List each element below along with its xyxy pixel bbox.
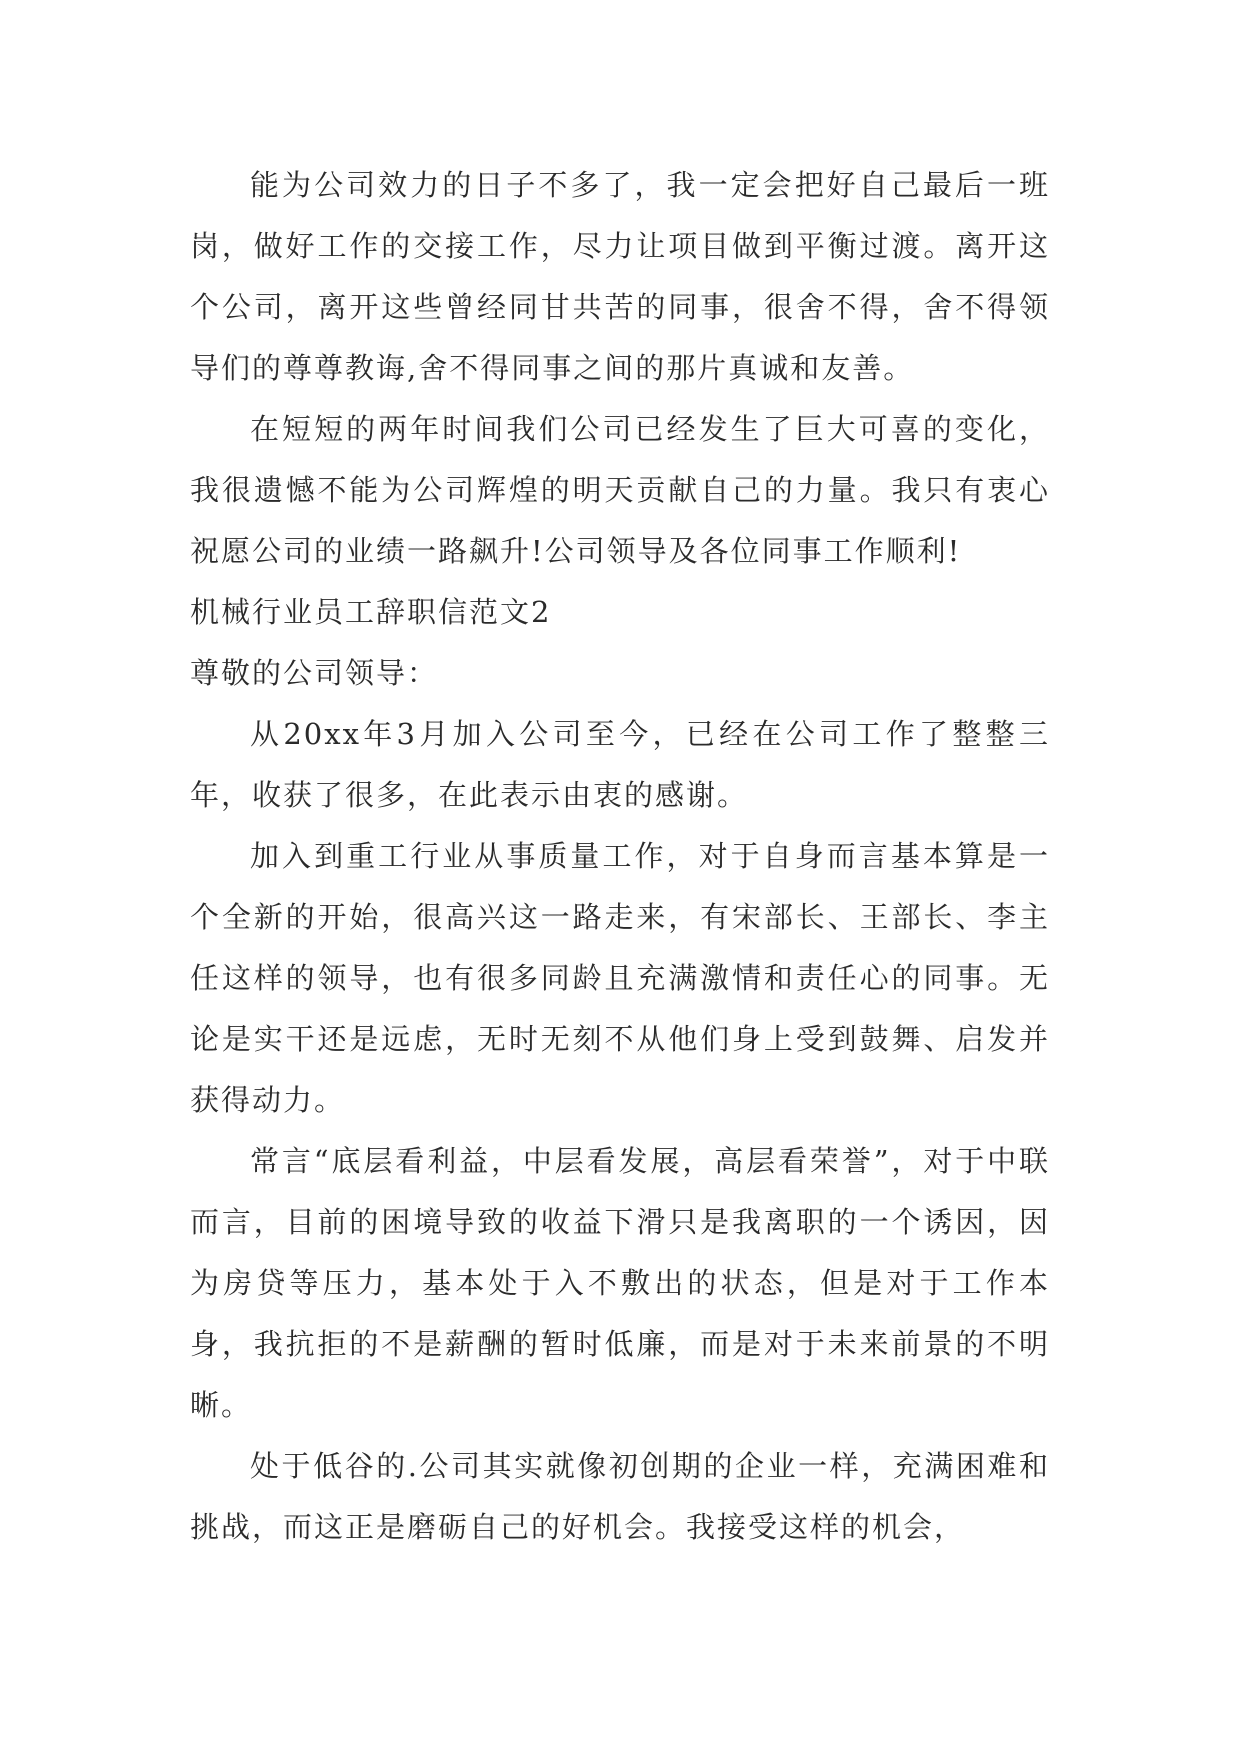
paragraph-5: 常言“底层看利益，中层看发展，高层看荣誉”，对于中联而言，目前的困境导致的收益下滑只是我离职的一个诱因，因为房贷等压力，基本处于入不敷出的状态，但是对于工作本身，我抗拒的不是薪酬的暂时低廉，而是对于未来前景的不明晰。	[190, 1144, 1050, 1422]
paragraph-3: 从20xx年3月加入公司至今，已经在公司工作了整整三年，收获了很多，在此表示由衷的感谢。	[190, 717, 1050, 812]
document-body	[190, 155, 1050, 1558]
paragraph-1: 能为公司效力的日子不多了，我一定会把好自己最后一班岗，做好工作的交接工作，尽力让项目做到平衡过渡。离开这个公司，离开这些曾经同甘共苦的同事，很舍不得，舍不得领导们的尊尊教诲,舍不得同事之间的那片真诚和友善。	[190, 168, 1050, 385]
paragraph-6: 处于低谷的.公司其实就像初创期的企业一样，充满困难和挑战，而这正是磨砺自己的好机会。我接受这样的机会，	[190, 1449, 1050, 1544]
salutation: 尊敬的公司领导：	[190, 656, 439, 690]
paragraph-4: 加入到重工行业从事质量工作，对于自身而言基本算是一个全新的开始，很高兴这一路走来，有宋部长、王部长、李主任这样的领导，也有很多同龄且充满激情和责任心的同事。无论是实干还是远虑，无时无刻不从他们身上受到鼓舞、启发并获得动力。	[190, 839, 1050, 1117]
section-heading: 机械行业员工辞职信范文2	[190, 595, 552, 629]
paragraph-2: 在短短的两年时间我们公司已经发生了巨大可喜的变化，我很遗憾不能为公司辉煌的明天贡献自己的力量。我只有衷心祝愿公司的业绩一路飙升!公司领导及各位同事工作顺利!	[190, 412, 1050, 568]
